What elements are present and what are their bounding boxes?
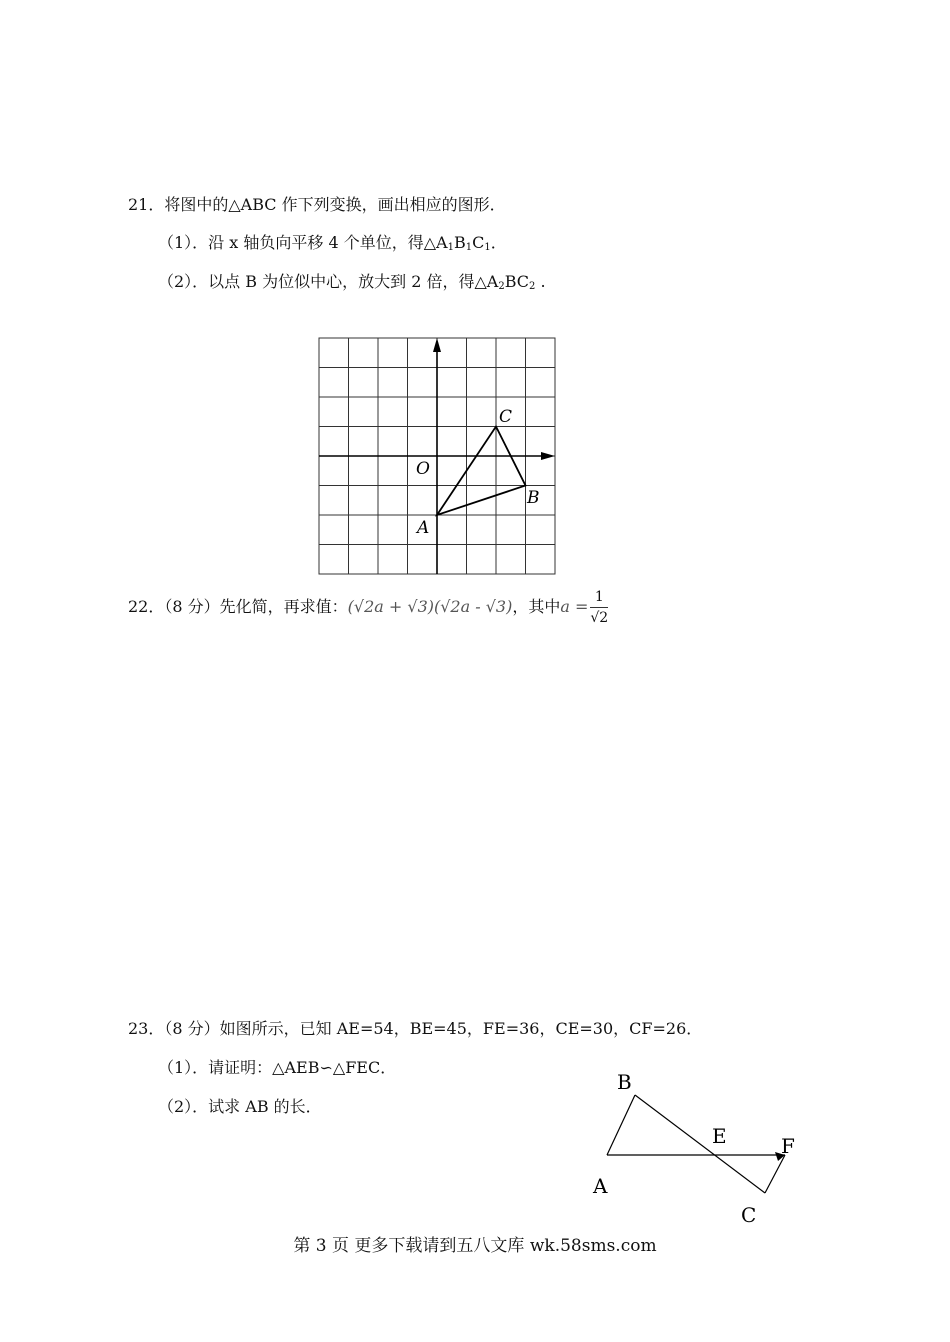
q22-expression: (√2a + √3)(√2a - √3) [347, 597, 513, 616]
x-axis-arrow [541, 452, 555, 460]
label-c: C [741, 1203, 757, 1227]
question-23-part-2: （2）．试求 AB 的长． [158, 1097, 322, 1116]
label-e: E [712, 1124, 727, 1148]
question-21-stem: 21．将图中的△ABC 作下列变换，画出相应的图形． [128, 195, 506, 214]
label-b: B [617, 1070, 632, 1094]
question-22: 22．（8 分）先化简，再求值：(√2a + √3)(√2a - √3)，其中a = $\frac{1}{√2}$ [128, 589, 609, 626]
label-f: F [781, 1134, 795, 1158]
label-origin: O [416, 459, 430, 479]
question-21-part-2: （2）．以点 B 为位似中心，放大到 2 倍，得$\triangle A_2BC_2$ . [158, 272, 546, 292]
triangle-abc [437, 427, 526, 516]
fraction: $\frac{1}{√2}$ [590, 589, 609, 626]
question-23-stem: 23．（8 分）如图所示，已知 AE=54，BE=45，FE=36，CE=30，CF=26． [128, 1019, 703, 1038]
question-23-part-1: （1）．请证明：△AEB∽△FEC． [158, 1058, 397, 1077]
page-footer: 第 3 页 更多下载请到五八文库 wk.58sms.com [293, 1236, 657, 1256]
label-a: A [593, 1174, 608, 1198]
triangles-figure [585, 1065, 810, 1235]
y-axis-arrow [433, 338, 441, 352]
label-a: A [417, 518, 430, 538]
question-21-part-1: （1）．沿 x 轴负向平移 4 个单位，得$\triangle A_1B_1C_1$． [158, 233, 507, 253]
grid-figure [310, 330, 570, 580]
label-b: B [527, 488, 540, 508]
label-c: C [499, 407, 513, 427]
